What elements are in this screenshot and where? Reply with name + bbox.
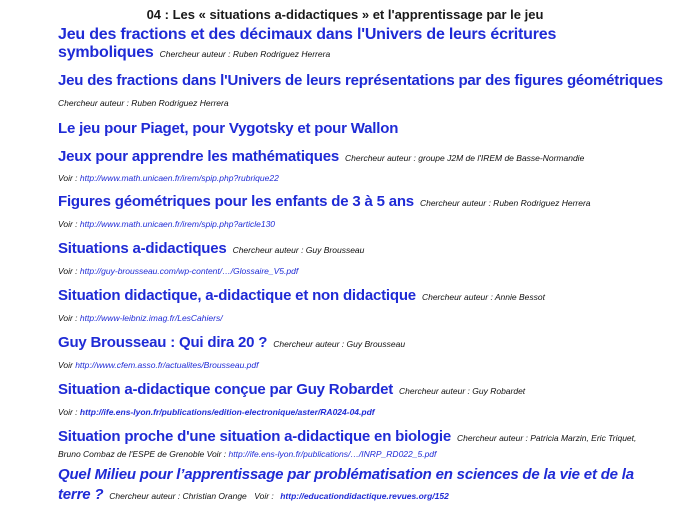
voir-label: Voir : bbox=[254, 491, 274, 501]
entry-author: Chercheur auteur : Christian Orange bbox=[109, 491, 247, 501]
entry-voir-line bbox=[58, 449, 436, 459]
entry-situation-didactique bbox=[58, 287, 684, 305]
entry-link[interactable]: http://www.math.unicaen.fr/irem/spip.php?article130 bbox=[79, 219, 276, 229]
voir-label: Voir : bbox=[58, 173, 78, 183]
entry-voir-line bbox=[58, 360, 259, 370]
entry-situations-a-didactiques bbox=[58, 240, 684, 258]
entry-voir-line bbox=[58, 173, 279, 183]
entry-author: Chercheur auteur : Guy Brousseau bbox=[232, 245, 365, 255]
entry-title[interactable]: Jeu des fractions et des décimaux dans l'Univers de leurs écritures bbox=[58, 26, 557, 43]
entry-voir-line bbox=[58, 266, 298, 276]
entry-qui-dira-20 bbox=[58, 334, 684, 352]
entry-title[interactable]: Situations a-didactiques bbox=[58, 240, 227, 257]
page-title: 04 : Les « situations a-didactiques » et l'apprentissage par le jeu bbox=[146, 7, 544, 22]
entry-link[interactable]: http://guy-brousseau.com/wp-content/…/Glossaire_V5.pdf bbox=[79, 266, 299, 276]
entry-voir-line bbox=[58, 219, 275, 229]
entry-title[interactable]: Situation a-didactique conçue par Guy Robardet bbox=[58, 381, 394, 398]
entry-biologie bbox=[58, 428, 684, 446]
entry-author: Chercheur auteur : Guy Brousseau bbox=[273, 339, 406, 349]
entry-figures-geometriques bbox=[58, 193, 684, 211]
entry-author: Chercheur auteur : Annie Bessot bbox=[421, 292, 545, 302]
entry-title[interactable]: Situation proche d'une situation a-didactique en biologie bbox=[58, 428, 452, 445]
entry-title-continued[interactable]: terre ? bbox=[58, 486, 104, 503]
voir-label: Voir : bbox=[58, 266, 78, 276]
entry-author-line bbox=[58, 98, 229, 108]
entry-jeu-fractions-figures bbox=[58, 72, 684, 90]
entry-jeu-fractions-decimaux bbox=[58, 26, 684, 62]
voir-label: Voir : bbox=[58, 313, 78, 323]
entry-piaget-vygotsky-wallon bbox=[58, 120, 684, 138]
entry-title[interactable]: Le jeu pour Piaget, pour Vygotsky et pour Wallon bbox=[58, 120, 399, 137]
entry-link[interactable]: http://ife.ens-lyon.fr/publications/edition-electronique/aster/RA024-04.pdf bbox=[79, 407, 375, 417]
entry-link[interactable]: http://ife.ens-lyon.fr/publications/…/INRP_RD022_5.pdf bbox=[228, 449, 437, 459]
entry-author: Chercheur auteur : groupe J2M de l'IREM de Basse-Normandie bbox=[345, 153, 585, 163]
entry-title[interactable]: Situation didactique, a-didactique et non didactique bbox=[58, 287, 416, 304]
entry-author: Chercheur auteur : Ruben Rodriguez Herrera bbox=[159, 49, 331, 59]
voir-label: Voir : bbox=[58, 407, 78, 417]
voir-label: Voir bbox=[58, 360, 73, 370]
entry-title-continued[interactable]: symboliques bbox=[58, 44, 154, 61]
entry-author: Chercheur auteur : Ruben Rodriguez Herrera bbox=[58, 98, 229, 108]
entry-voir-line bbox=[58, 313, 223, 323]
entry-author-continued: Bruno Combaz de l'ESPE de Grenoble bbox=[58, 449, 205, 459]
entry-link[interactable]: http://www-leibniz.imag.fr/LesCahiers/ bbox=[79, 313, 223, 323]
entry-link[interactable]: http://www.math.unicaen.fr/irem/spip.php?rubrique22 bbox=[79, 173, 279, 183]
entry-title[interactable]: Jeux pour apprendre les mathématiques bbox=[58, 148, 340, 165]
entry-title[interactable]: Quel Milieu pour l’apprentissage par problématisation en sciences de la vie et de la bbox=[58, 466, 634, 483]
entry-author: Chercheur auteur : Guy Robardet bbox=[399, 386, 526, 396]
entry-milieu-problematisation bbox=[58, 466, 684, 504]
entry-link[interactable]: http://educationdidactique.revues.org/152 bbox=[280, 491, 449, 501]
voir-label: Voir : bbox=[206, 449, 227, 459]
entry-jeux-mathematiques bbox=[58, 148, 684, 166]
entry-voir-line bbox=[58, 407, 375, 417]
voir-label: Voir : bbox=[58, 219, 78, 229]
entry-title[interactable]: Jeu des fractions dans l'Univers de leurs représentations par des figures géométriques bbox=[58, 72, 663, 89]
entry-title[interactable]: Figures géométriques pour les enfants de 3 à 5 ans bbox=[58, 193, 414, 210]
entry-link[interactable]: http://www.cfem.asso.fr/actualites/Brousseau.pdf bbox=[75, 360, 259, 370]
entry-robardet bbox=[58, 381, 684, 399]
entry-author: Chercheur auteur : Patricia Marzin, Eric Triquet, bbox=[457, 433, 637, 443]
entry-author: Chercheur auteur : Ruben Rodriguez Herrera bbox=[419, 198, 591, 208]
entry-title[interactable]: Guy Brousseau : Qui dira 20 ? bbox=[58, 334, 268, 351]
